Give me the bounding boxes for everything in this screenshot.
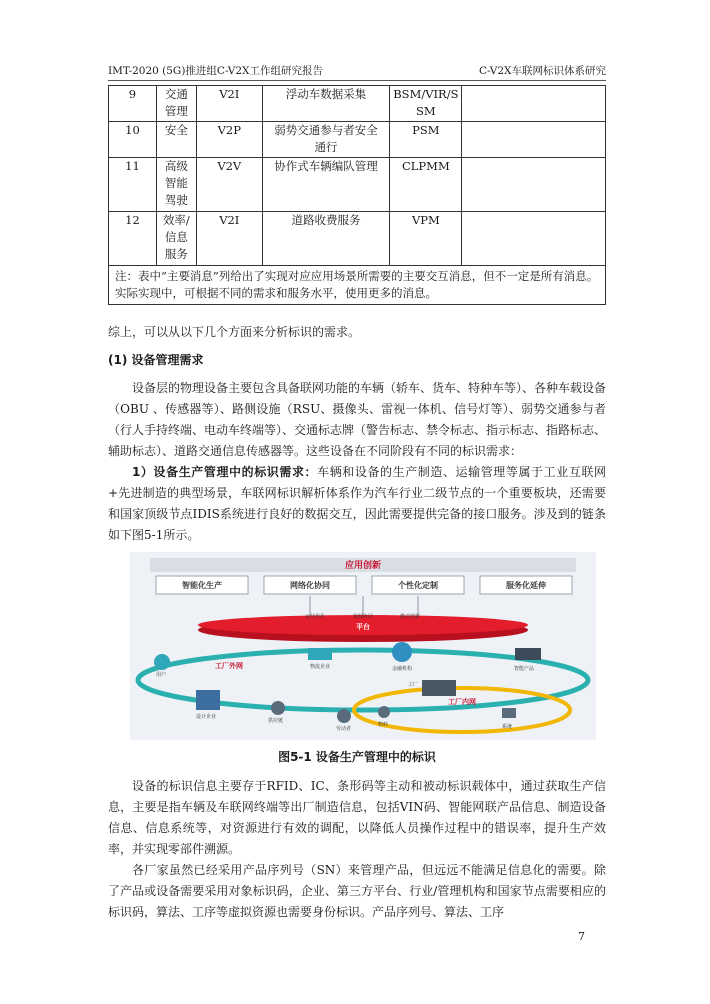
worker-icon [337, 709, 351, 723]
cell-empty [462, 122, 606, 158]
node-label: 供应链 [268, 718, 284, 724]
cell-category: 效率/ 信息 服务 [156, 212, 196, 266]
system-icon [502, 708, 516, 718]
para2-text [108, 462, 606, 546]
cell-no: 12 [109, 212, 157, 266]
node-label: 智能产品 [514, 666, 535, 672]
cell-category: 交通 管理 [156, 86, 196, 122]
cell-type: V2I [196, 212, 262, 266]
module-label: 网络化协同 [290, 581, 330, 590]
paragraph-2 [108, 462, 606, 546]
node-label: 系统 [502, 724, 513, 730]
module-label: 服务化延伸 [506, 581, 546, 590]
node-label: 工厂 [408, 682, 419, 688]
node-label: 物流企业 [310, 664, 331, 670]
bank-icon [392, 642, 412, 662]
truck-icon [308, 648, 332, 660]
cell-type: V2P [196, 122, 262, 158]
table-note-row [109, 266, 606, 305]
figure-5-1 [130, 552, 596, 740]
paragraph-1 [108, 378, 606, 462]
platform-tag: 资源协同 [352, 614, 374, 620]
cell-empty [462, 212, 606, 266]
user-icon [154, 654, 170, 670]
header-right: C-V2X车联网标识体系研究 [478, 65, 606, 77]
table-row [109, 158, 606, 212]
figure-illustration [130, 552, 596, 740]
excavator-icon [515, 648, 541, 660]
module-label: 个性化定制 [398, 581, 438, 590]
cell-type: V2V [196, 158, 262, 212]
message-table [108, 85, 606, 305]
cell-empty [462, 158, 606, 212]
cell-scenario: 弱势交通参与者安全 通行 [262, 122, 390, 158]
page-number: 7 [578, 930, 585, 943]
cell-scenario: 道路收费服务 [262, 212, 390, 266]
page-header [108, 63, 606, 81]
para2-body: 车辆和设备的生产制造、运输管理等属于工业互联网+先进制造的典型场景，车联网标识解析体系作为汽车行业二级节点的一个重要板块，还需要和国家顶级节点IDIS系统进行良好的数据交互，因此需要提供完备的接口服务。涉及到的链条如下图5-1所示。 [108, 465, 606, 542]
header-left: IMT-2020 (5G)推进组C-V2X工作组研究报告 [108, 65, 323, 77]
platform-tag: 模式创新 [399, 614, 421, 620]
para1-text: 设备层的物理设备主要包含具备联网功能的车辆（轿车、货车、特种车等）、各种车载设备（OBU 、传感器等）、路侧设施（RSU、摄像头、雷视一体机、信号灯等）、弱势交通参与者（行人手持终端、电动车终端等）、交通标志牌（警告标志、禁令标志、指示标志、指路标志、辅助标志）、道路交通信息传感器等。这些设备在不同阶段有不同的标识需求： [108, 381, 607, 458]
para4-text: 各厂家虽然已经采用产品序列号（SN）来管理产品，但远远不能满足信息化的需要。除了产品或设备需要采用对象标识码，企业、第三方平台、行业/管理机构和国家节点需要相应的标识码，算法、工序等虚拟资源也需要身份标识。产品序列号、算法、工序 [108, 863, 606, 919]
design-company-icon [196, 690, 220, 710]
paragraph-4 [108, 860, 606, 923]
para2-lead: 1）设备生产管理中的标识需求： [132, 465, 318, 479]
outer-network-label: 工厂外网 [215, 662, 243, 670]
node-label: 设计企业 [196, 714, 217, 720]
cell-category: 安全 [156, 122, 196, 158]
cell-scenario: 浮动车数据采集 [262, 86, 390, 122]
para3-text: 设备的标识信息主要存于RFID、IC、条形码等主动和被动标识载体中，通过获取生产信息，主要是指车辆及车联网终端等出厂制造信息，包括VIN码、智能网联产品信息、制造设备信息、信息系统等，对资源进行有效的调配，以降低人员操作过程中的错误率，提升生产效率，并实现零部件溯源。 [108, 779, 606, 856]
factory-icon [422, 680, 456, 696]
table-row [109, 86, 606, 122]
platform-tag: 运营优化 [304, 614, 326, 620]
section-title: (1) 设备管理需求 [108, 353, 204, 367]
node-label: 劳动者 [336, 726, 352, 732]
cell-no: 9 [109, 86, 157, 122]
cell-type: V2I [196, 86, 262, 122]
cell-category: 高级 智能 驾驶 [156, 158, 196, 212]
figure-caption: 图5-1 设备生产管理中的标识 [278, 750, 436, 764]
table-row [109, 212, 606, 266]
table-note: 注：表中“主要消息”列给出了实现对应应用场景所需要的主要交互消息，但不一定是所有消息。实际实现中，可根据不同的需求和服务水平，使用更多的消息。 [109, 266, 606, 305]
cell-message: VPM [390, 212, 462, 266]
cell-message: CLPMM [390, 158, 462, 212]
cell-no: 10 [109, 122, 157, 158]
summary-line: 综上，可以从以下几个方面来分析标识的需求。 [108, 325, 361, 339]
cell-message: BSM/VIR/S SM [390, 86, 462, 122]
cell-no: 11 [109, 158, 157, 212]
inner-network-label: 工厂内网 [448, 698, 476, 706]
table-row [109, 122, 606, 158]
platform-label: 平台 [356, 623, 370, 631]
node-label: 物料 [378, 722, 389, 728]
node-label: 金融机构 [392, 666, 413, 672]
material-icon [378, 706, 390, 718]
banner-label: 应用创新 [344, 561, 382, 571]
summary-block [108, 322, 606, 343]
node-label: 用户 [156, 672, 167, 678]
cell-empty [462, 86, 606, 122]
paragraph-3 [108, 776, 606, 860]
supply-chain-icon [271, 701, 285, 715]
module-label: 智能化生产 [182, 581, 222, 590]
cell-scenario: 协作式车辆编队管理 [262, 158, 390, 212]
cell-message: PSM [390, 122, 462, 158]
